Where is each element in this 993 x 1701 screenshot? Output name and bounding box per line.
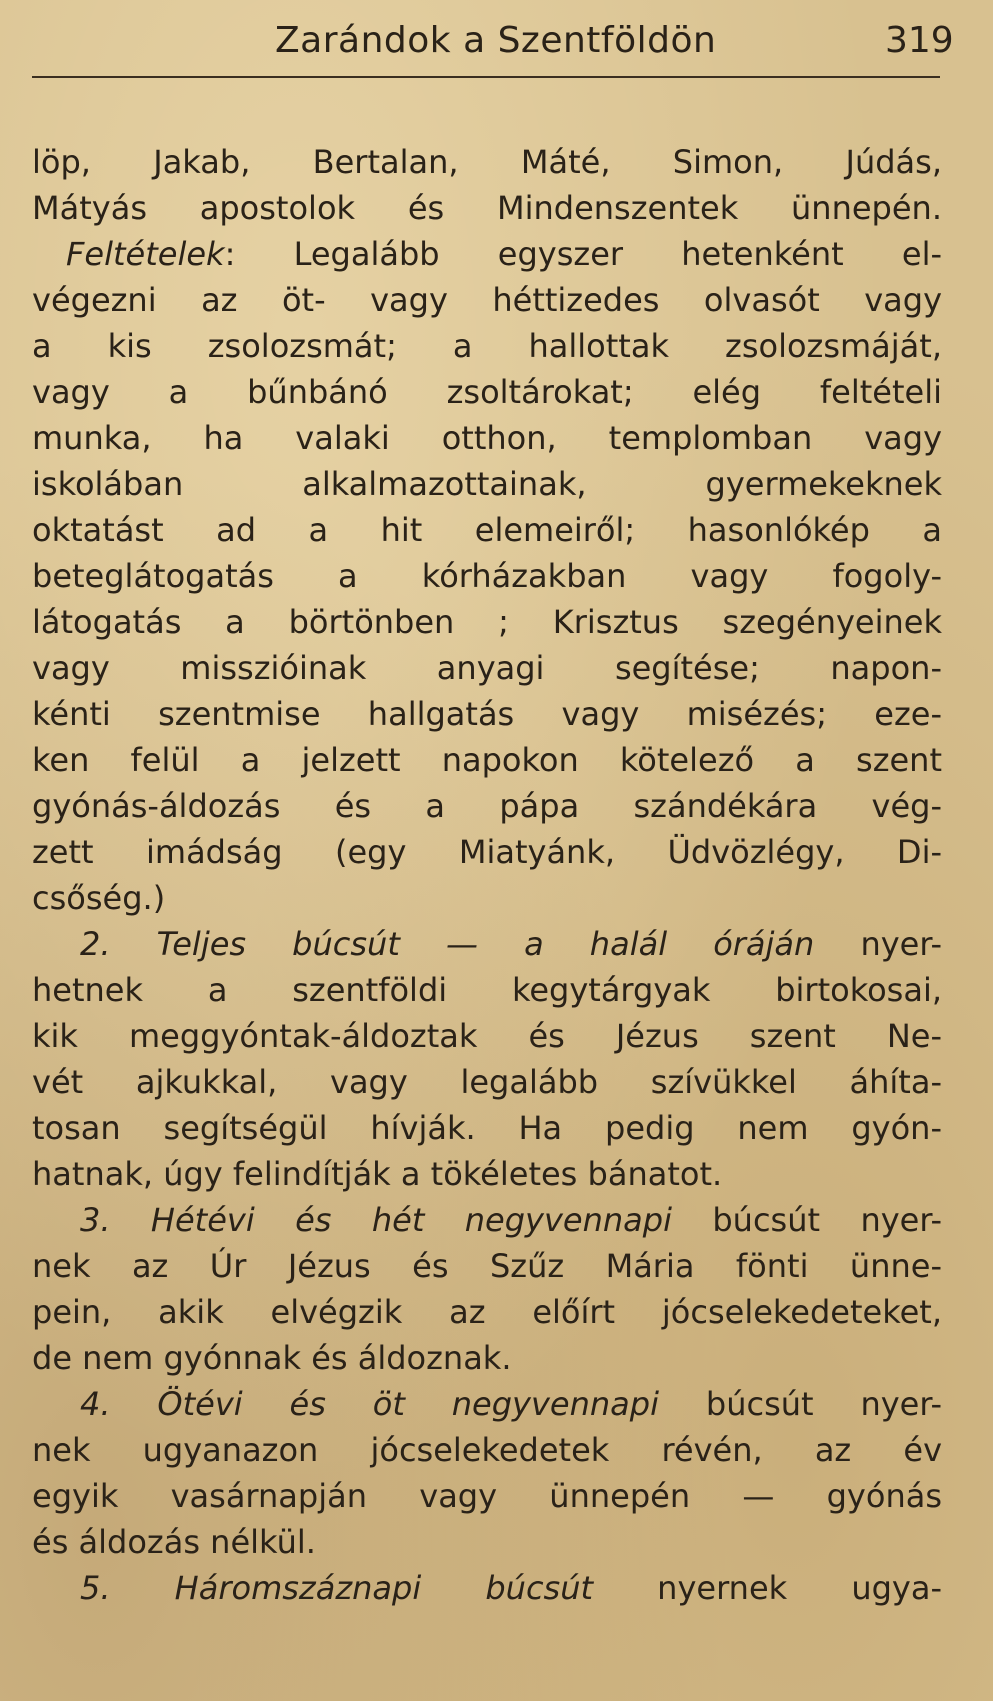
text-line: 3. Hétévi és hét negyvennapi búcsút nyer- <box>80 1201 943 1239</box>
text-line: csőség.) <box>32 879 166 917</box>
text-line: tosan segítségül hívják. Ha pedig nem gyón- <box>32 1109 942 1147</box>
item-3-heading: 3. Hétévi és hét negyvennapi <box>80 1201 672 1239</box>
text-line: vagy a bűnbánó zsoltárokat; elég feltételi <box>32 373 942 411</box>
text-line: látogatás a börtönben ; Krisztus szegényeinek <box>32 603 942 641</box>
text-line: és áldozás nélkül. <box>32 1523 316 1561</box>
text-line: kénti szentmise hallgatás vagy misézés; eze- <box>32 695 942 733</box>
text-line: nek az Úr Jézus és Szűz Mária fönti ünne- <box>32 1247 942 1285</box>
text-line: vét ajkukkal, vagy legalább szívükkel áhíta- <box>32 1063 942 1101</box>
page-header <box>0 16 993 76</box>
item-4-heading: 4. Ötévi és öt negyvennapi <box>80 1385 659 1423</box>
text-line: löp, Jakab, Bertalan, Máté, Simon, Júdás, <box>32 143 942 181</box>
body-text <box>32 139 942 1611</box>
text-line: iskolában alkalmazottainak, gyermekeknek <box>32 465 942 503</box>
text-line: a kis zsolozsmát; a hallottak zsolozsmáját, <box>32 327 942 365</box>
text-line: nek ugyanazon jócselekedetek révén, az év <box>32 1431 942 1469</box>
text-line: hetnek a szentföldi kegytárgyak birtokosai, <box>32 971 942 1009</box>
text-line: 4. Ötévi és öt negyvennapi búcsút nyer- <box>80 1385 943 1423</box>
text-line: Feltételek: Legalább egyszer hetenként el- <box>66 235 942 273</box>
text-line: 5. Háromszáznapi búcsút nyernek ugya- <box>80 1569 943 1607</box>
page-number: 319 <box>885 20 954 61</box>
text-line: pein, akik elvégzik az előírt jócselekedeteket, <box>32 1293 942 1331</box>
text-line: oktatást ad a hit elemeiről; hasonlókép a <box>32 511 942 549</box>
text-line: hatnak, úgy felindítják a tökéletes bánatot. <box>32 1155 723 1193</box>
text-line: ken felül a jelzett napokon kötelező a szent <box>32 741 942 779</box>
text-line: Mátyás apostolok és Mindenszentek ünnepén. <box>32 189 942 227</box>
text-line: 2. Teljes búcsút — a halál óráján nyer- <box>80 925 943 963</box>
running-title: Zarándok a Szentföldön <box>275 20 717 61</box>
item-2-heading: 2. Teljes búcsút — a halál óráján <box>80 925 815 963</box>
text-line: egyik vasárnapján vagy ünnepén — gyónás <box>32 1477 942 1515</box>
text-line: kik meggyóntak-áldoztak és Jézus szent Ne- <box>32 1017 942 1055</box>
header-rule <box>32 76 940 78</box>
item-5-heading: 5. Háromszáznapi búcsút <box>80 1569 594 1607</box>
text-line: gyónás-áldozás és a pápa szándékára vég- <box>32 787 942 825</box>
text-line: de nem gyónnak és áldoznak. <box>32 1339 512 1377</box>
text-line: végezni az öt- vagy héttizedes olvasót vagy <box>32 281 942 319</box>
text-line: zett imádság (egy Miatyánk, Üdvözlégy, Di- <box>32 833 942 871</box>
text-line: beteglátogatás a kórházakban vagy fogoly- <box>32 557 942 595</box>
term-feltetelek: Feltételek <box>66 235 225 273</box>
text-line: munka, ha valaki otthon, templomban vagy <box>32 419 942 457</box>
text-line: vagy misszióinak anyagi segítése; napon- <box>32 649 942 687</box>
